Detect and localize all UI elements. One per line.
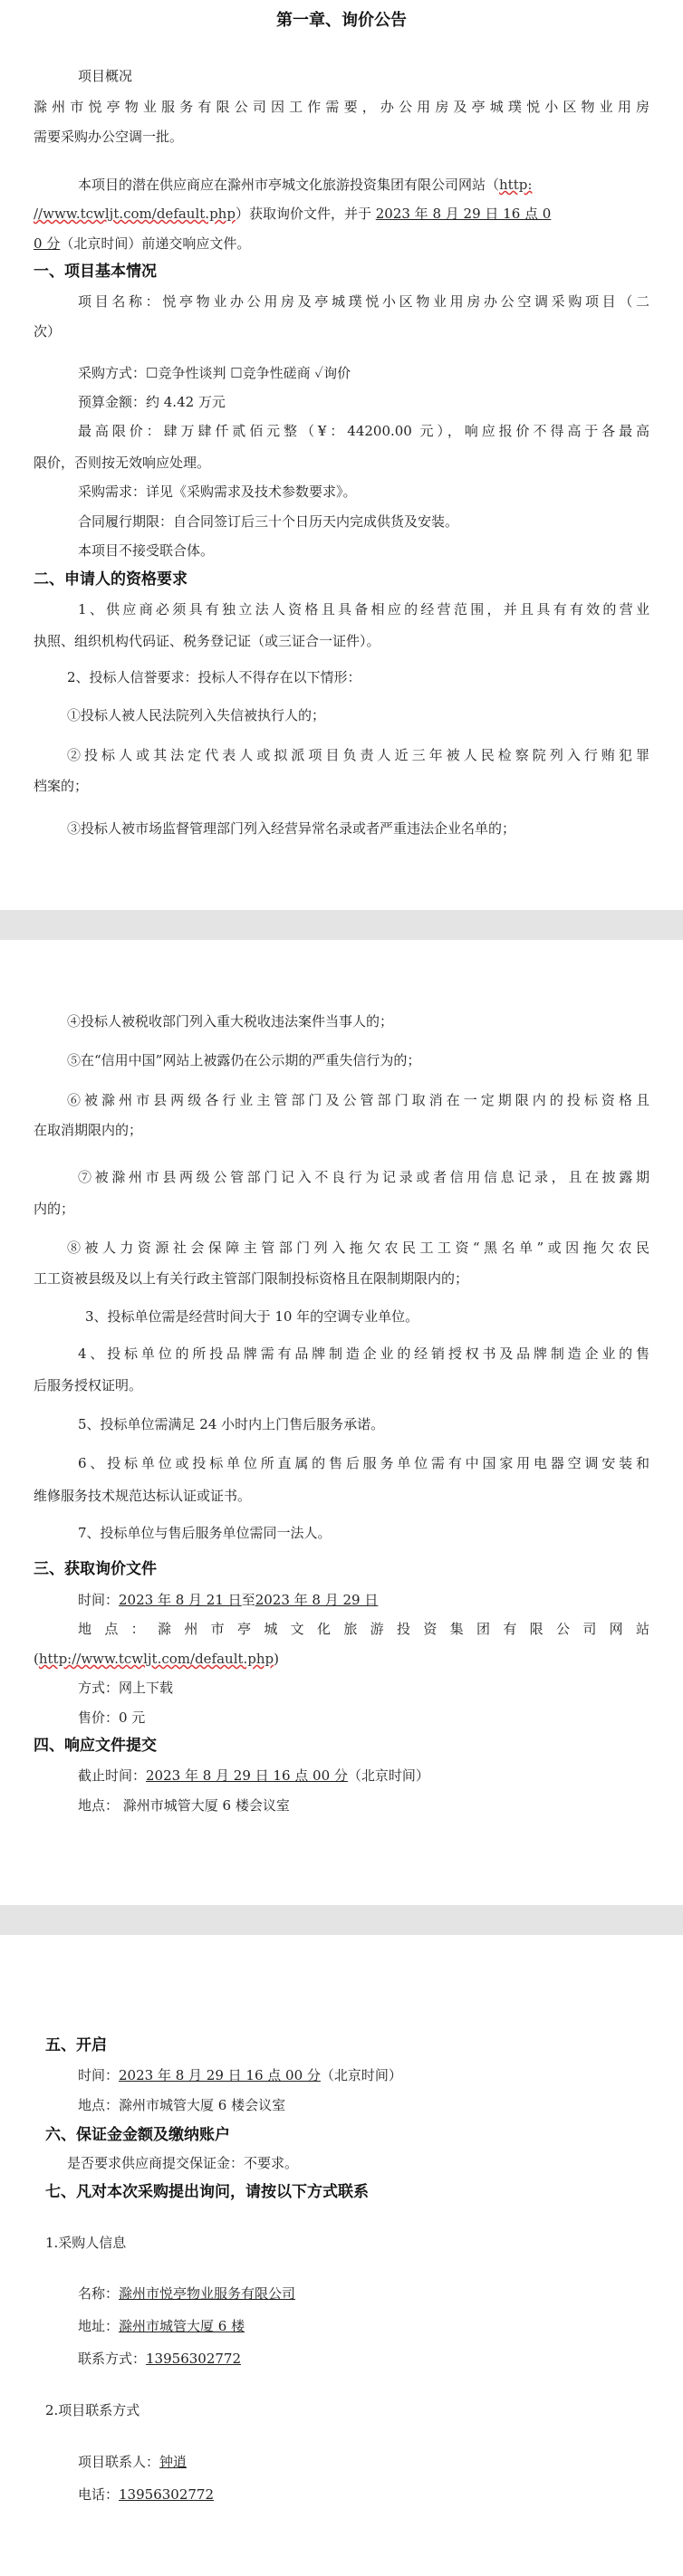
- contact-person-label: 项目联系人：: [78, 2454, 160, 2470]
- overview-p2-line3: [34, 235, 250, 253]
- acquire-time-to: 至: [241, 1592, 255, 1608]
- overview-p2-text2: ）获取询价文件，并于: [235, 206, 371, 222]
- contact-tel-label: 电话：: [78, 2486, 120, 2503]
- submit-place: 地点： 滁州市城管大厦 6 楼会议室: [78, 1797, 290, 1814]
- section-2-heading: 二、申请人的资格要求: [34, 570, 188, 589]
- contact-info-title: 2.项目联系方式: [45, 2402, 140, 2418]
- acquire-place-line2: [34, 1650, 279, 1668]
- submit-deadline-value: 2023 年 8 月 29 日 16 点 00 分: [146, 1767, 348, 1784]
- website-link-part1[interactable]: http:: [499, 177, 533, 193]
- no-consortium: 本项目不接受联合体。: [78, 542, 215, 559]
- max-price-line2: 限价，否则按无效响应处理。: [34, 455, 211, 471]
- acquire-price: 售价：0 元: [78, 1709, 146, 1726]
- condition-8-line2: 工工资被县级及以上有关行政主管部门限制投标资格且在限制期限内的；: [34, 1270, 469, 1287]
- section-7-heading: 七、凡对本次采购提出询问，请按以下方式联系: [45, 2183, 369, 2201]
- condition-6-line1: ⑥被滁州市县两级各行业主管部门及公管部门取消在一定期限内的投标资格且: [67, 1092, 649, 1108]
- req4-line1: 4、投标单位的所投品牌需有品牌制造企业的经销授权书及品牌制造企业的售: [78, 1345, 649, 1362]
- procurement-method: 采购方式：☐竞争性谈判 ☐竞争性磋商 ✓询价: [78, 365, 351, 381]
- document-page-3: [0, 1935, 683, 2576]
- project-name-line2: 次）: [34, 323, 62, 340]
- paren-open: (: [34, 1651, 39, 1667]
- open-place: 地点：滁州市城管大厦 6 楼会议室: [78, 2097, 286, 2113]
- buyer-info-title: 1.采购人信息: [45, 2235, 127, 2251]
- req1-line1: 1、供应商必须具有独立法人资格且具备相应的经营范围，并且具有有效的营业: [78, 601, 649, 618]
- condition-1: ①投标人被人民法院列入失信被执行人的；: [67, 707, 326, 723]
- acquire-time: [78, 1591, 378, 1609]
- buyer-phone-value: 13956302772: [146, 2351, 241, 2367]
- condition-3: ③投标人被市场监督管理部门列入经营异常名录或者严重违法企业名单的；: [67, 820, 516, 837]
- overview-p1-line1: 滁州市悦亭物业服务有限公司因工作需要，办公用房及亭城璞悦小区物业用房: [34, 99, 649, 115]
- overview-p2-text3: （北京时间）前递交响应文件。: [60, 235, 251, 252]
- document-page-1: [0, 0, 683, 910]
- buyer-phone-label: 联系方式：: [78, 2351, 147, 2367]
- condition-2-line2: 档案的；: [34, 778, 89, 794]
- acquire-way: 方式：网上下载: [78, 1680, 174, 1696]
- open-time-tail: （北京时间）: [320, 2067, 402, 2083]
- deadline-part2: 0 分: [34, 235, 61, 252]
- procurement-demand: 采购需求：详见《采购需求及技术参数要求》。: [78, 484, 357, 500]
- overview-p1-line2: 需要采购办公空调一批。: [34, 129, 184, 145]
- condition-6-line2: 在取消期限内的；: [34, 1122, 143, 1138]
- contact-tel-value: 13956302772: [119, 2486, 214, 2503]
- acquire-website-link[interactable]: http://www.tcwljt.com/default.php: [38, 1651, 274, 1667]
- contract-period: 合同履行期限：自合同签订后三十个日历天内完成供货及安装。: [78, 513, 459, 530]
- open-time-value: 2023 年 8 月 29 日 16 点 00 分: [119, 2067, 321, 2083]
- website-link-part2[interactable]: //www.tcwljt.com/default.php: [34, 206, 236, 222]
- condition-8-line1: ⑧被人力资源社会保障主管部门列入拖欠农民工工资“黑名单”或因拖欠农民: [67, 1240, 649, 1256]
- req4-line2: 后服务授权证明。: [34, 1377, 143, 1393]
- buyer-address-label: 地址：: [78, 2318, 120, 2334]
- submit-deadline-tail: （北京时间）: [347, 1767, 429, 1784]
- condition-7-line1: ⑦被滁州市县两级公管部门记入不良行为记录或者信用信息记录，且在披露期: [78, 1169, 649, 1185]
- req2: 2、投标人信誉要求：投标人不得存在以下情形：: [67, 669, 361, 685]
- section-1-heading: 一、项目基本情况: [34, 263, 157, 281]
- page-break: [0, 1905, 683, 1935]
- contact-tel: [78, 2485, 214, 2504]
- req6-line1: 6、投标单位或投标单位所直属的售后服务单位需有中国家用电器空调安装和: [78, 1455, 649, 1471]
- contact-person: [78, 2453, 187, 2471]
- acquire-time-end: 2023 年 8 月 29 日: [255, 1592, 379, 1608]
- deadline-part1: 2023 年 8 月 29 日 16 点 0: [375, 206, 552, 222]
- buyer-phone: [78, 2350, 241, 2368]
- page-break: [0, 910, 683, 940]
- open-time: [78, 2066, 402, 2084]
- buyer-address: [78, 2317, 245, 2335]
- condition-4: ④投标人被税收部门列入重大税收违法案件当事人的；: [67, 1013, 394, 1029]
- page-title: 第一章、询价公告: [276, 11, 407, 30]
- req1-line2: 执照、组织机构代码证、税务登记证（或三证合一证件）。: [34, 633, 380, 649]
- overview-label: 项目概况: [78, 68, 133, 84]
- section-6-heading: 六、保证金金额及缴纳账户: [45, 2126, 230, 2144]
- req5: 5、投标单位需满足 24 小时内上门售后服务承诺。: [78, 1416, 385, 1432]
- acquire-time-start: 2023 年 8 月 21 日: [119, 1592, 242, 1608]
- req6-line2: 维修服务技术规范达标认证或证书。: [34, 1488, 252, 1504]
- section-5-heading: 五、开启: [45, 2036, 107, 2054]
- acquire-place-line1: 地 点 ： 滁 州 市 亭 城 文 化 旅 游 投 资 集 团 有 限 公 司 网 站: [78, 1621, 649, 1637]
- section-4-heading: 四、响应文件提交: [34, 1737, 157, 1755]
- req7: 7、投标单位与售后服务单位需同一法人。: [78, 1525, 332, 1541]
- max-price-line1: 最高限价：肆万肆仟贰佰元整（¥：44200.00 元），响应报价不得高于各最高: [78, 423, 649, 439]
- submit-deadline-label: 截止时间：: [78, 1767, 147, 1784]
- buyer-address-value: 滁州市城管大厦 6 楼: [119, 2318, 245, 2334]
- condition-2-line1: ②投标人或其法定代表人或拟派项目负责人近三年被人民检察院列入行贿犯罪: [67, 747, 649, 763]
- paren-close: ): [274, 1651, 280, 1667]
- project-name-line1: 项目名称：悦亭物业办公用房及亭城璞悦小区物业用房办公空调采购项目（二: [78, 293, 649, 310]
- req3: 3、投标单位需是经营时间大于 10 年的空调专业单位。: [85, 1308, 419, 1325]
- section-3-heading: 三、获取询价文件: [34, 1560, 157, 1578]
- acquire-time-label: 时间：: [78, 1592, 120, 1608]
- document-page-2: [0, 940, 683, 1905]
- open-time-label: 时间：: [78, 2067, 120, 2083]
- overview-p2-text: 本项目的潜在供应商应在滁州市亭城文化旅游投资集团有限公司网站（: [78, 177, 500, 193]
- buyer-name: [78, 2284, 295, 2303]
- condition-7-line2: 内的；: [34, 1201, 75, 1217]
- contact-person-value: 钟逍: [159, 2454, 188, 2470]
- submit-deadline: [78, 1767, 429, 1785]
- buyer-name-label: 名称：: [78, 2285, 120, 2302]
- overview-p2-line1: [78, 176, 532, 194]
- budget-amount: 预算金额：约 4.42 万元: [78, 394, 226, 410]
- deposit-text: 是否要求供应商提交保证金：不要求。: [67, 2155, 299, 2171]
- buyer-name-value: 滁州市悦亭物业服务有限公司: [119, 2285, 296, 2302]
- condition-5: ⑤在“信用中国”网站上被露仍在公示期的严重失信行为的；: [67, 1052, 421, 1068]
- overview-p2-line2: [34, 205, 551, 223]
